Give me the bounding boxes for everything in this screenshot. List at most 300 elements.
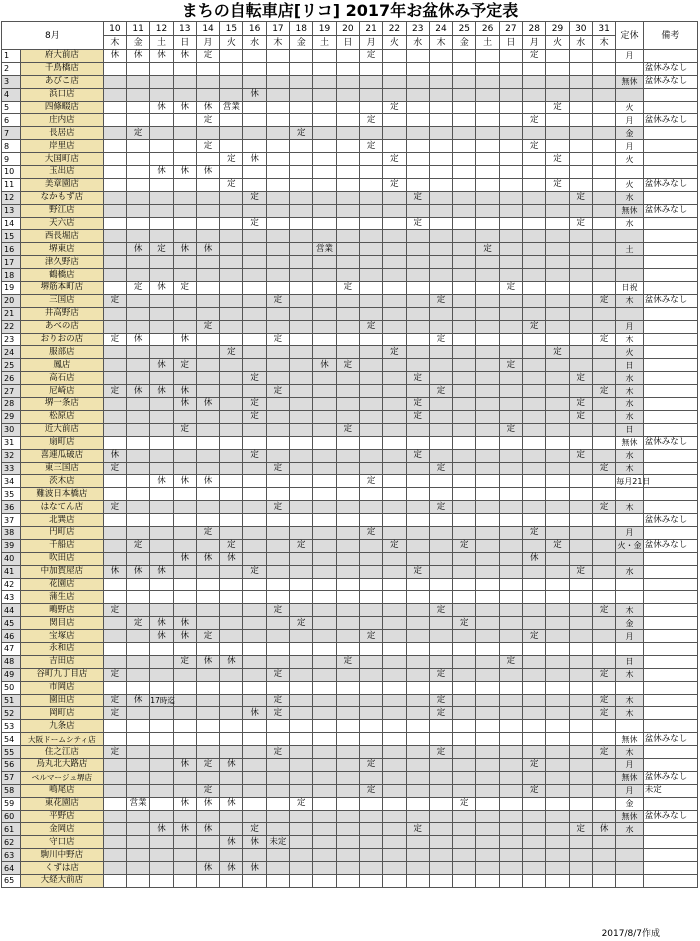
day-cell (266, 681, 289, 694)
regular-holiday: 無休 (616, 436, 644, 449)
day-cell (266, 62, 289, 75)
day-cell (499, 140, 522, 153)
day-cell (546, 771, 569, 784)
day-cell (429, 526, 452, 539)
table-row (2, 320, 698, 333)
day-cell (523, 681, 546, 694)
day-cell (103, 346, 126, 359)
day-cell (173, 269, 196, 282)
day-cell (406, 101, 429, 114)
day-cell (476, 836, 499, 849)
store-name: はなてん店 (21, 501, 104, 514)
day-cell (290, 62, 313, 75)
day-cell (266, 191, 289, 204)
day-cell (313, 501, 336, 514)
row-number: 17 (2, 256, 21, 269)
day-cell (290, 398, 313, 411)
day-cell (243, 333, 266, 346)
day-cell: 休 (592, 823, 615, 836)
day-cell (220, 372, 243, 385)
day-cell (243, 101, 266, 114)
day-cell (336, 398, 359, 411)
day-cell (476, 398, 499, 411)
day-cell (313, 62, 336, 75)
row-number: 33 (2, 462, 21, 475)
day-cell (127, 578, 150, 591)
day-cell (103, 578, 126, 591)
day-cell (406, 243, 429, 256)
memo-cell (643, 604, 697, 617)
day-cell (499, 797, 522, 810)
day-cell: 定 (359, 758, 382, 771)
day-cell (406, 475, 429, 488)
day-cell (476, 410, 499, 423)
table-row (2, 372, 698, 385)
day-cell (359, 565, 382, 578)
day-cell (220, 230, 243, 243)
day-cell (196, 230, 219, 243)
day-cell (429, 733, 452, 746)
row-number: 11 (2, 178, 21, 191)
day-cell (313, 372, 336, 385)
day-cell: 休 (173, 630, 196, 643)
day-cell (266, 50, 289, 63)
day-cell (103, 475, 126, 488)
day-cell: 定 (150, 243, 173, 256)
day-cell (499, 50, 522, 63)
day-cell (523, 372, 546, 385)
day-cell (243, 733, 266, 746)
day-cell (429, 423, 452, 436)
day-cell (476, 655, 499, 668)
day-cell (546, 333, 569, 346)
day-cell (196, 423, 219, 436)
regular-holiday (616, 230, 644, 243)
weekday-header: 月 (523, 36, 546, 50)
day-cell: 定 (243, 410, 266, 423)
day-cell (243, 630, 266, 643)
day-cell (266, 449, 289, 462)
day-cell (150, 552, 173, 565)
table-row (2, 217, 698, 230)
day-cell (429, 372, 452, 385)
day-cell (290, 462, 313, 475)
day-cell (336, 230, 359, 243)
day-cell: 定 (103, 462, 126, 475)
day-cell (569, 668, 592, 681)
day-cell (266, 217, 289, 230)
day-cell (429, 797, 452, 810)
day-cell (499, 114, 522, 127)
memo-cell (643, 230, 697, 243)
day-cell (150, 436, 173, 449)
day-cell (546, 423, 569, 436)
day-cell (173, 862, 196, 875)
day-cell (220, 746, 243, 759)
day-cell (173, 642, 196, 655)
day-cell (103, 140, 126, 153)
day-cell (383, 681, 406, 694)
day-cell (499, 166, 522, 179)
day-cell (476, 539, 499, 552)
day-cell (523, 294, 546, 307)
day-cell (336, 720, 359, 733)
day-cell (313, 127, 336, 140)
row-number: 10 (2, 166, 21, 179)
day-cell (313, 733, 336, 746)
day-cell (359, 681, 382, 694)
memo-cell (643, 875, 697, 888)
memo-cell (643, 217, 697, 230)
day-cell (290, 514, 313, 527)
day-cell: 休 (103, 50, 126, 63)
day-cell (406, 282, 429, 295)
day-cell (196, 836, 219, 849)
day-cell (546, 410, 569, 423)
day-cell (313, 385, 336, 398)
day-cell (196, 307, 219, 320)
day-cell (196, 127, 219, 140)
table-row (2, 166, 698, 179)
regular-holiday: 日 (616, 423, 644, 436)
day-cell (127, 153, 150, 166)
day-cell (359, 707, 382, 720)
day-cell (592, 475, 615, 488)
day-cell (173, 178, 196, 191)
day-cell (592, 410, 615, 423)
day-cell (383, 746, 406, 759)
day-cell: 休 (150, 475, 173, 488)
day-cell (453, 294, 476, 307)
row-number: 20 (2, 294, 21, 307)
store-name: 長居店 (21, 127, 104, 140)
day-cell: 定 (429, 694, 452, 707)
day-cell: 休 (313, 359, 336, 372)
day-cell (546, 372, 569, 385)
day-cell (569, 810, 592, 823)
day-cell (383, 140, 406, 153)
day-cell (546, 604, 569, 617)
day-cell (243, 875, 266, 888)
day-cell: 定 (499, 423, 522, 436)
day-cell (359, 204, 382, 217)
day-cell (592, 282, 615, 295)
day-cell (523, 707, 546, 720)
day-cell: 定 (266, 333, 289, 346)
store-name: 近大前店 (21, 423, 104, 436)
day-cell (406, 462, 429, 475)
day-cell (476, 372, 499, 385)
day-cell (429, 449, 452, 462)
day-cell (173, 62, 196, 75)
row-number: 49 (2, 668, 21, 681)
day-cell (150, 797, 173, 810)
row-number: 56 (2, 758, 21, 771)
day-cell (569, 243, 592, 256)
day-cell (220, 707, 243, 720)
day-cell (383, 591, 406, 604)
day-cell: 定 (266, 462, 289, 475)
day-cell (383, 75, 406, 88)
day-cell (290, 694, 313, 707)
day-cell (499, 269, 522, 282)
day-cell (243, 514, 266, 527)
row-number: 29 (2, 410, 21, 423)
day-cell (546, 50, 569, 63)
day-cell (429, 784, 452, 797)
day-cell: 休 (196, 823, 219, 836)
day-cell: 定 (523, 140, 546, 153)
regular-holiday: 木 (616, 294, 644, 307)
day-cell (453, 746, 476, 759)
day-cell (429, 436, 452, 449)
regular-holiday (616, 849, 644, 862)
day-cell: 定 (266, 501, 289, 514)
weekday-header: 木 (429, 36, 452, 50)
day-cell (220, 514, 243, 527)
day-cell (592, 733, 615, 746)
day-cell: 定 (569, 191, 592, 204)
day-cell (429, 514, 452, 527)
day-cell (406, 810, 429, 823)
day-cell: 定 (266, 707, 289, 720)
day-cell (220, 810, 243, 823)
day-cell (103, 114, 126, 127)
day-cell (429, 217, 452, 230)
day-cell: 定 (569, 410, 592, 423)
day-cell (336, 101, 359, 114)
day-cell (476, 320, 499, 333)
day-cell (546, 488, 569, 501)
day-cell (569, 436, 592, 449)
day-cell (453, 230, 476, 243)
store-name: 東三国店 (21, 462, 104, 475)
day-cell (546, 668, 569, 681)
day-cell (290, 875, 313, 888)
day-cell (383, 694, 406, 707)
day-cell (313, 539, 336, 552)
day-cell (127, 166, 150, 179)
day-cell (569, 127, 592, 140)
day-cell (103, 552, 126, 565)
day-cell (592, 758, 615, 771)
day-cell: 休 (196, 398, 219, 411)
store-name: 千船店 (21, 539, 104, 552)
weekday-header: 火 (220, 36, 243, 50)
day-cell: 定 (383, 178, 406, 191)
store-name: 茨木店 (21, 475, 104, 488)
day-cell (150, 488, 173, 501)
day-cell (383, 230, 406, 243)
weekday-header: 金 (127, 36, 150, 50)
day-cell (476, 294, 499, 307)
memo-cell (643, 578, 697, 591)
store-name: くずは店 (21, 862, 104, 875)
day-cell: 休 (103, 449, 126, 462)
store-name: 鳳店 (21, 359, 104, 372)
day-cell (359, 166, 382, 179)
day-cell (546, 862, 569, 875)
day-cell (569, 720, 592, 733)
day-cell (196, 539, 219, 552)
day-cell (313, 256, 336, 269)
row-number: 37 (2, 514, 21, 527)
date-header: 14 (196, 22, 219, 36)
day-cell (196, 707, 219, 720)
day-cell (359, 862, 382, 875)
day-cell (336, 127, 359, 140)
day-cell (150, 127, 173, 140)
memo-cell (643, 462, 697, 475)
day-cell (592, 526, 615, 539)
day-cell (359, 539, 382, 552)
table-row (2, 114, 698, 127)
row-number: 1 (2, 50, 21, 63)
day-cell (127, 462, 150, 475)
day-cell (383, 836, 406, 849)
day-cell (266, 758, 289, 771)
day-cell (499, 372, 522, 385)
regular-holiday (616, 578, 644, 591)
day-cell (173, 565, 196, 578)
day-cell (220, 462, 243, 475)
table-row (2, 733, 698, 746)
day-cell (383, 488, 406, 501)
day-cell (127, 823, 150, 836)
day-cell (336, 862, 359, 875)
day-cell: 休 (173, 617, 196, 630)
day-cell (406, 849, 429, 862)
regular-holiday: 木 (616, 604, 644, 617)
table-row (2, 655, 698, 668)
day-cell (429, 243, 452, 256)
day-cell (173, 127, 196, 140)
day-cell (523, 398, 546, 411)
day-cell (523, 642, 546, 655)
day-cell (103, 359, 126, 372)
day-cell (476, 307, 499, 320)
day-cell (196, 294, 219, 307)
day-cell (383, 333, 406, 346)
day-cell (103, 784, 126, 797)
row-number: 57 (2, 771, 21, 784)
day-cell (359, 372, 382, 385)
row-number: 13 (2, 204, 21, 217)
day-cell (359, 720, 382, 733)
day-cell (150, 269, 173, 282)
day-cell (290, 836, 313, 849)
day-cell (103, 720, 126, 733)
day-cell (196, 694, 219, 707)
day-cell: 休 (220, 862, 243, 875)
day-cell (546, 810, 569, 823)
day-cell: 定 (196, 526, 219, 539)
day-cell: 定 (103, 385, 126, 398)
memo-cell (643, 501, 697, 514)
day-cell (523, 62, 546, 75)
day-cell (499, 746, 522, 759)
row-number: 53 (2, 720, 21, 733)
memo-cell (643, 475, 697, 488)
day-cell (290, 642, 313, 655)
regular-holiday: 水 (616, 565, 644, 578)
day-cell (173, 707, 196, 720)
day-cell: 定 (173, 423, 196, 436)
day-cell (383, 410, 406, 423)
regular-holiday (616, 836, 644, 849)
day-cell (453, 642, 476, 655)
day-cell (220, 823, 243, 836)
day-cell (243, 694, 266, 707)
regular-holiday (616, 62, 644, 75)
regular-holiday (616, 642, 644, 655)
day-cell (220, 127, 243, 140)
day-cell (290, 668, 313, 681)
day-cell (220, 243, 243, 256)
day-cell (290, 849, 313, 862)
day-cell (429, 630, 452, 643)
day-cell (383, 114, 406, 127)
store-name: 天六店 (21, 217, 104, 230)
row-number: 28 (2, 398, 21, 411)
day-cell (336, 346, 359, 359)
day-cell (429, 617, 452, 630)
day-cell (243, 50, 266, 63)
date-header: 17 (266, 22, 289, 36)
day-cell (103, 526, 126, 539)
day-cell (453, 875, 476, 888)
day-cell (243, 204, 266, 217)
day-cell (453, 359, 476, 372)
date-header: 31 (592, 22, 615, 36)
regular-holiday: 水 (616, 823, 644, 836)
day-cell (243, 746, 266, 759)
table-row (2, 539, 698, 552)
table-row (2, 578, 698, 591)
day-cell (359, 217, 382, 230)
memo-cell: 盆休みなし (643, 539, 697, 552)
day-cell (569, 50, 592, 63)
day-cell (453, 153, 476, 166)
day-cell (220, 88, 243, 101)
day-cell (499, 256, 522, 269)
day-cell (406, 707, 429, 720)
day-cell (220, 565, 243, 578)
day-cell (359, 668, 382, 681)
day-cell (150, 707, 173, 720)
regular-holiday: 土 (616, 243, 644, 256)
day-cell (313, 269, 336, 282)
day-cell (406, 88, 429, 101)
day-cell (453, 372, 476, 385)
day-cell: 定 (336, 423, 359, 436)
day-cell (592, 681, 615, 694)
day-cell (359, 733, 382, 746)
day-cell (127, 230, 150, 243)
day-cell (429, 230, 452, 243)
day-cell (569, 862, 592, 875)
day-cell (150, 746, 173, 759)
day-cell: 休 (127, 694, 150, 707)
day-cell (127, 436, 150, 449)
day-cell (220, 62, 243, 75)
day-cell (313, 849, 336, 862)
day-cell (383, 514, 406, 527)
day-cell (476, 217, 499, 230)
day-cell: 定 (592, 668, 615, 681)
day-cell (383, 204, 406, 217)
day-cell (592, 346, 615, 359)
